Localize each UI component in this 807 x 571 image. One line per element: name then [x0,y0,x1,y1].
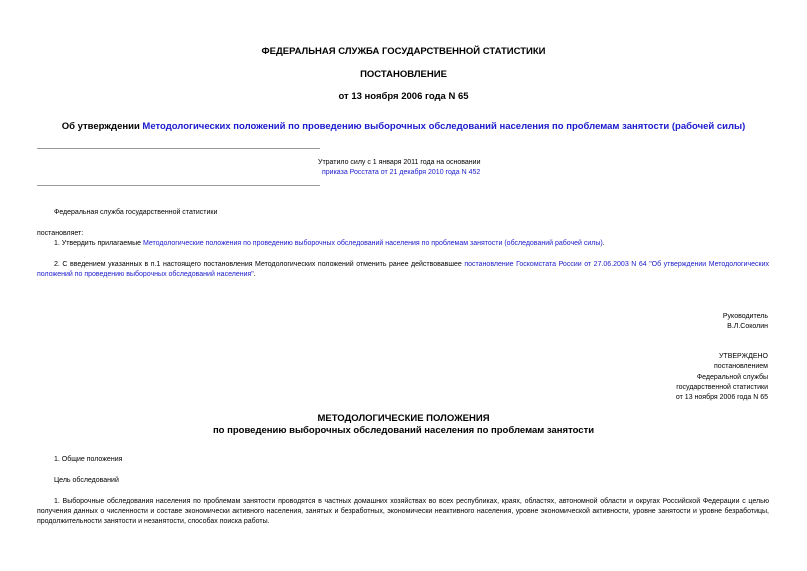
repeal-notice-link[interactable]: приказа Росстата от 21 декабря 2010 года N 452 [322,169,481,176]
section-1-heading: 1. Общие положения [54,456,123,463]
approval-line-1: УТВЕРЖДЕНО [718,353,768,360]
doc-type-heading: ПОСТАНОВЛЕНИЕ [360,69,447,80]
doc-date-number: от 13 ноября 2006 года N 65 [338,91,469,102]
approval-line-5: от 13 ноября 2006 года N 65 [675,394,768,401]
doc-title [0,121,807,132]
approval-line-4: государственной статистики [676,384,768,391]
item-1-prefix: 1. Утвердить прилагаемые [54,240,143,247]
signature-name: В.Л.Соколин [727,323,768,330]
decrees-text: постановляет: [37,230,84,237]
repeal-notice-line1: Утратило силу с 1 января 2011 года на основании [318,159,481,166]
divider-bottom [37,185,320,186]
annex-title: МЕТОДОЛОГИЧЕСКИЕ ПОЛОЖЕНИЯ [317,413,490,424]
signature-role: Руководитель [722,313,768,320]
annex-subtitle: по проведению выборочных обследований населения по проблемам занятости [212,425,595,436]
doc-title-link[interactable]: Методологических положений по проведению выборочных обследований населения по проблемам занятости (рабочей силы) [142,121,746,132]
goal-heading: Цель обследований [54,477,119,484]
agency-heading: ФЕДЕРАЛЬНАЯ СЛУЖБА ГОСУДАРСТВЕННОЙ СТАТИСТИКИ [261,46,546,57]
issuer-text: Федеральная служба государственной статистики [54,209,218,216]
item-2-suffix: . [253,271,256,278]
item-1 [54,239,774,249]
divider-top [37,148,320,149]
annex-paragraph-1: 1. Выборочные обследования населения по проблемам занятости проводятся в частных домашних хозяйствах во всех республиках, краях, областях, автономной области и округах Российской Федерации с целью получения данных о численности и составе экономически активного населения, занятых и безработных, экономически неактивного населения, уровне экономической активности, уровне занятости и уровне безработицы, продолжительности занятости и незанятости, способах поиска работы. [37,498,769,525]
item-1-link[interactable]: Методологические положения по проведению выборочных обследований населения по проблемам занятости (обследований рабочей силы) [142,240,603,247]
approval-line-2: постановлением [714,363,768,370]
item-2 [37,260,769,280]
doc-title-prefix: Об утверждении [61,121,143,132]
item-2-link[interactable]: постановление Госкомстата России от 27.06.2003 N 64 "Об утверждении Методологических положений по проведению выборочных обследований населения" [37,261,769,278]
approval-line-3: Федеральной службы [696,374,768,381]
item-1-suffix: . [602,240,605,247]
item-2-prefix: 2. С введением указанных в п.1 настоящего постановления Методологических положений отменить ранее действовавшее [54,261,465,268]
